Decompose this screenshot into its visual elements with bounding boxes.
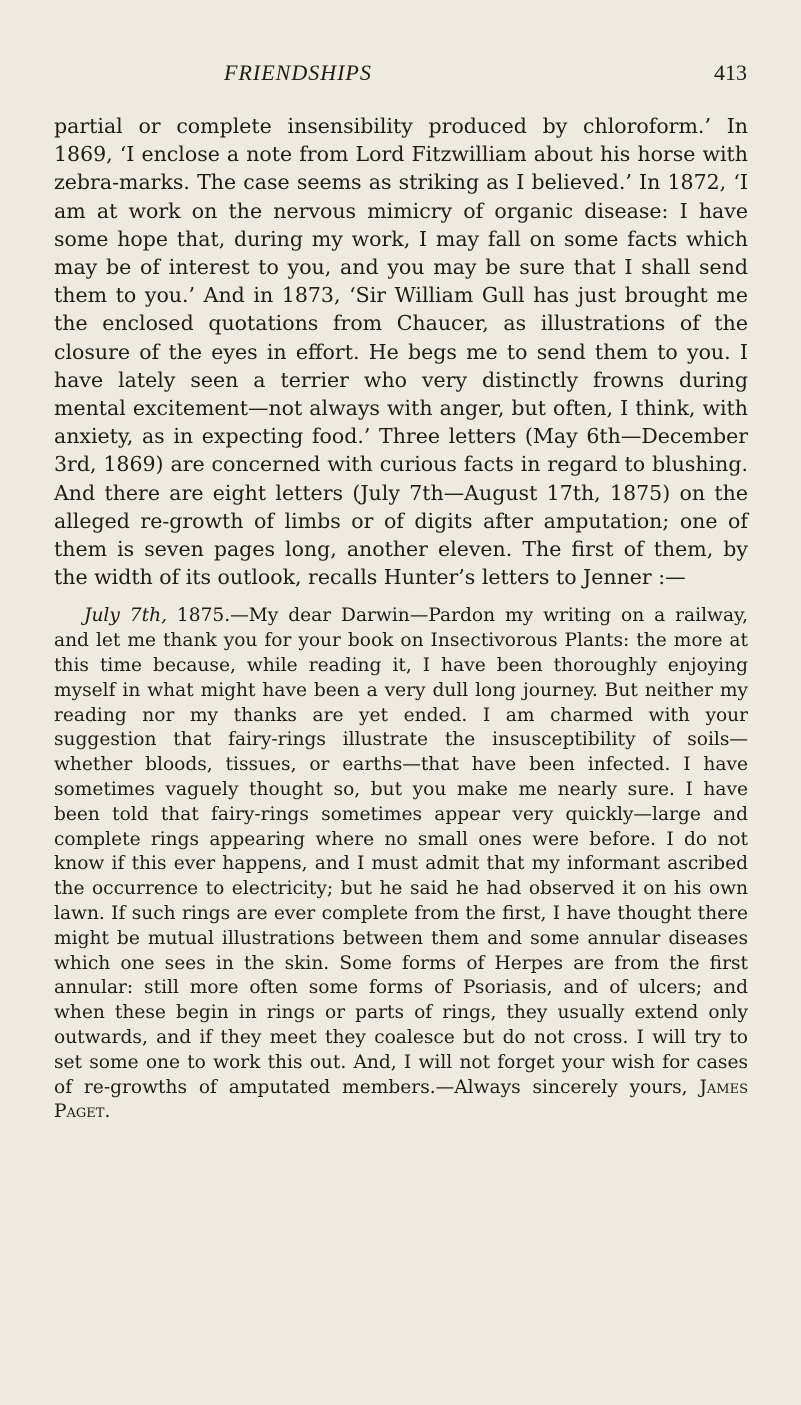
letter-text: 1875.—My dear Darwin—Pardon my writing on a railway, and let me thank you for your book on Insectivorous Plants: the more at this time because, while reading it, I have been thoroughly enjoying myself in what might have been a very dull long journey. But neither my reading nor my thanks are yet ended. I am charmed with your suggestion that fairy-rings illustrate the insusceptibility of soils—whether bloods, tissues, or earths—that have been infected. I have sometimes vaguely thought so, but you make me nearly sure. I have been told that fairy-rings sometimes appear very quickly—large and complete rings appearing where no small ones were before. I do not know if this ever happens, and I must admit that my informant ascribed the occurrence to electricity; but he said he had observed it on his own lawn. If such rings are ever complete from the first, I have thought there might be mutual illustrations between them and some annular diseases which one sees in the skin. Some forms of Herpes are from the first annular: still more often some forms of Psoriasis, and of ulcers; and when these begin in rings or parts of rings, they usually extend only outwards, and if they meet they coalesce but do not cross. I will try to set some one to work this out. And, I will not forget your wish for cases of re-growths of amputated members.—Always sincerely yours, (54, 605, 748, 1098)
quoted-letter (54, 604, 748, 1125)
letter-dateline: July 7th, (84, 605, 167, 627)
letter-signature: James Paget. (54, 1076, 748, 1123)
main-paragraph: partial or complete insensibility produced by chloroform.’ In 1869, ‘I enclose a note from Lord Fitzwilliam about his horse with zebra-marks. The case seems as striking as I believed.’ In 1872, ‘I am at work on the nervous mimicry of organic disease: I have some hope that, during my work, I may fall on some facts which may be of interest to you, and you may be sure that I shall send them to you.’ And in 1873, ‘Sir William Gull has just brought me the enclosed quotations from Chaucer, as illustrations of the closure of the eyes in effort. He begs me to send them to you. I have lately seen a terrier who very distinctly frowns during mental excitement—not always with anger, but often, I think, with anxiety, as in expecting food.’ Three letters (May 6th—December 3rd, 1869) are concerned with curious facts in regard to blushing. And there are eight letters (July 7th—August 17th, 1875) on the alleged re-growth of limbs or of digits after amputation; one of them is seven pages long, another eleven. The first of them, by the width of its outlook, recalls Hunter’s letters to Jenner :— (54, 114, 748, 590)
page-number: 413 (714, 60, 747, 85)
running-head: FRIENDSHIPS (224, 60, 372, 85)
body-text (54, 112, 748, 1125)
